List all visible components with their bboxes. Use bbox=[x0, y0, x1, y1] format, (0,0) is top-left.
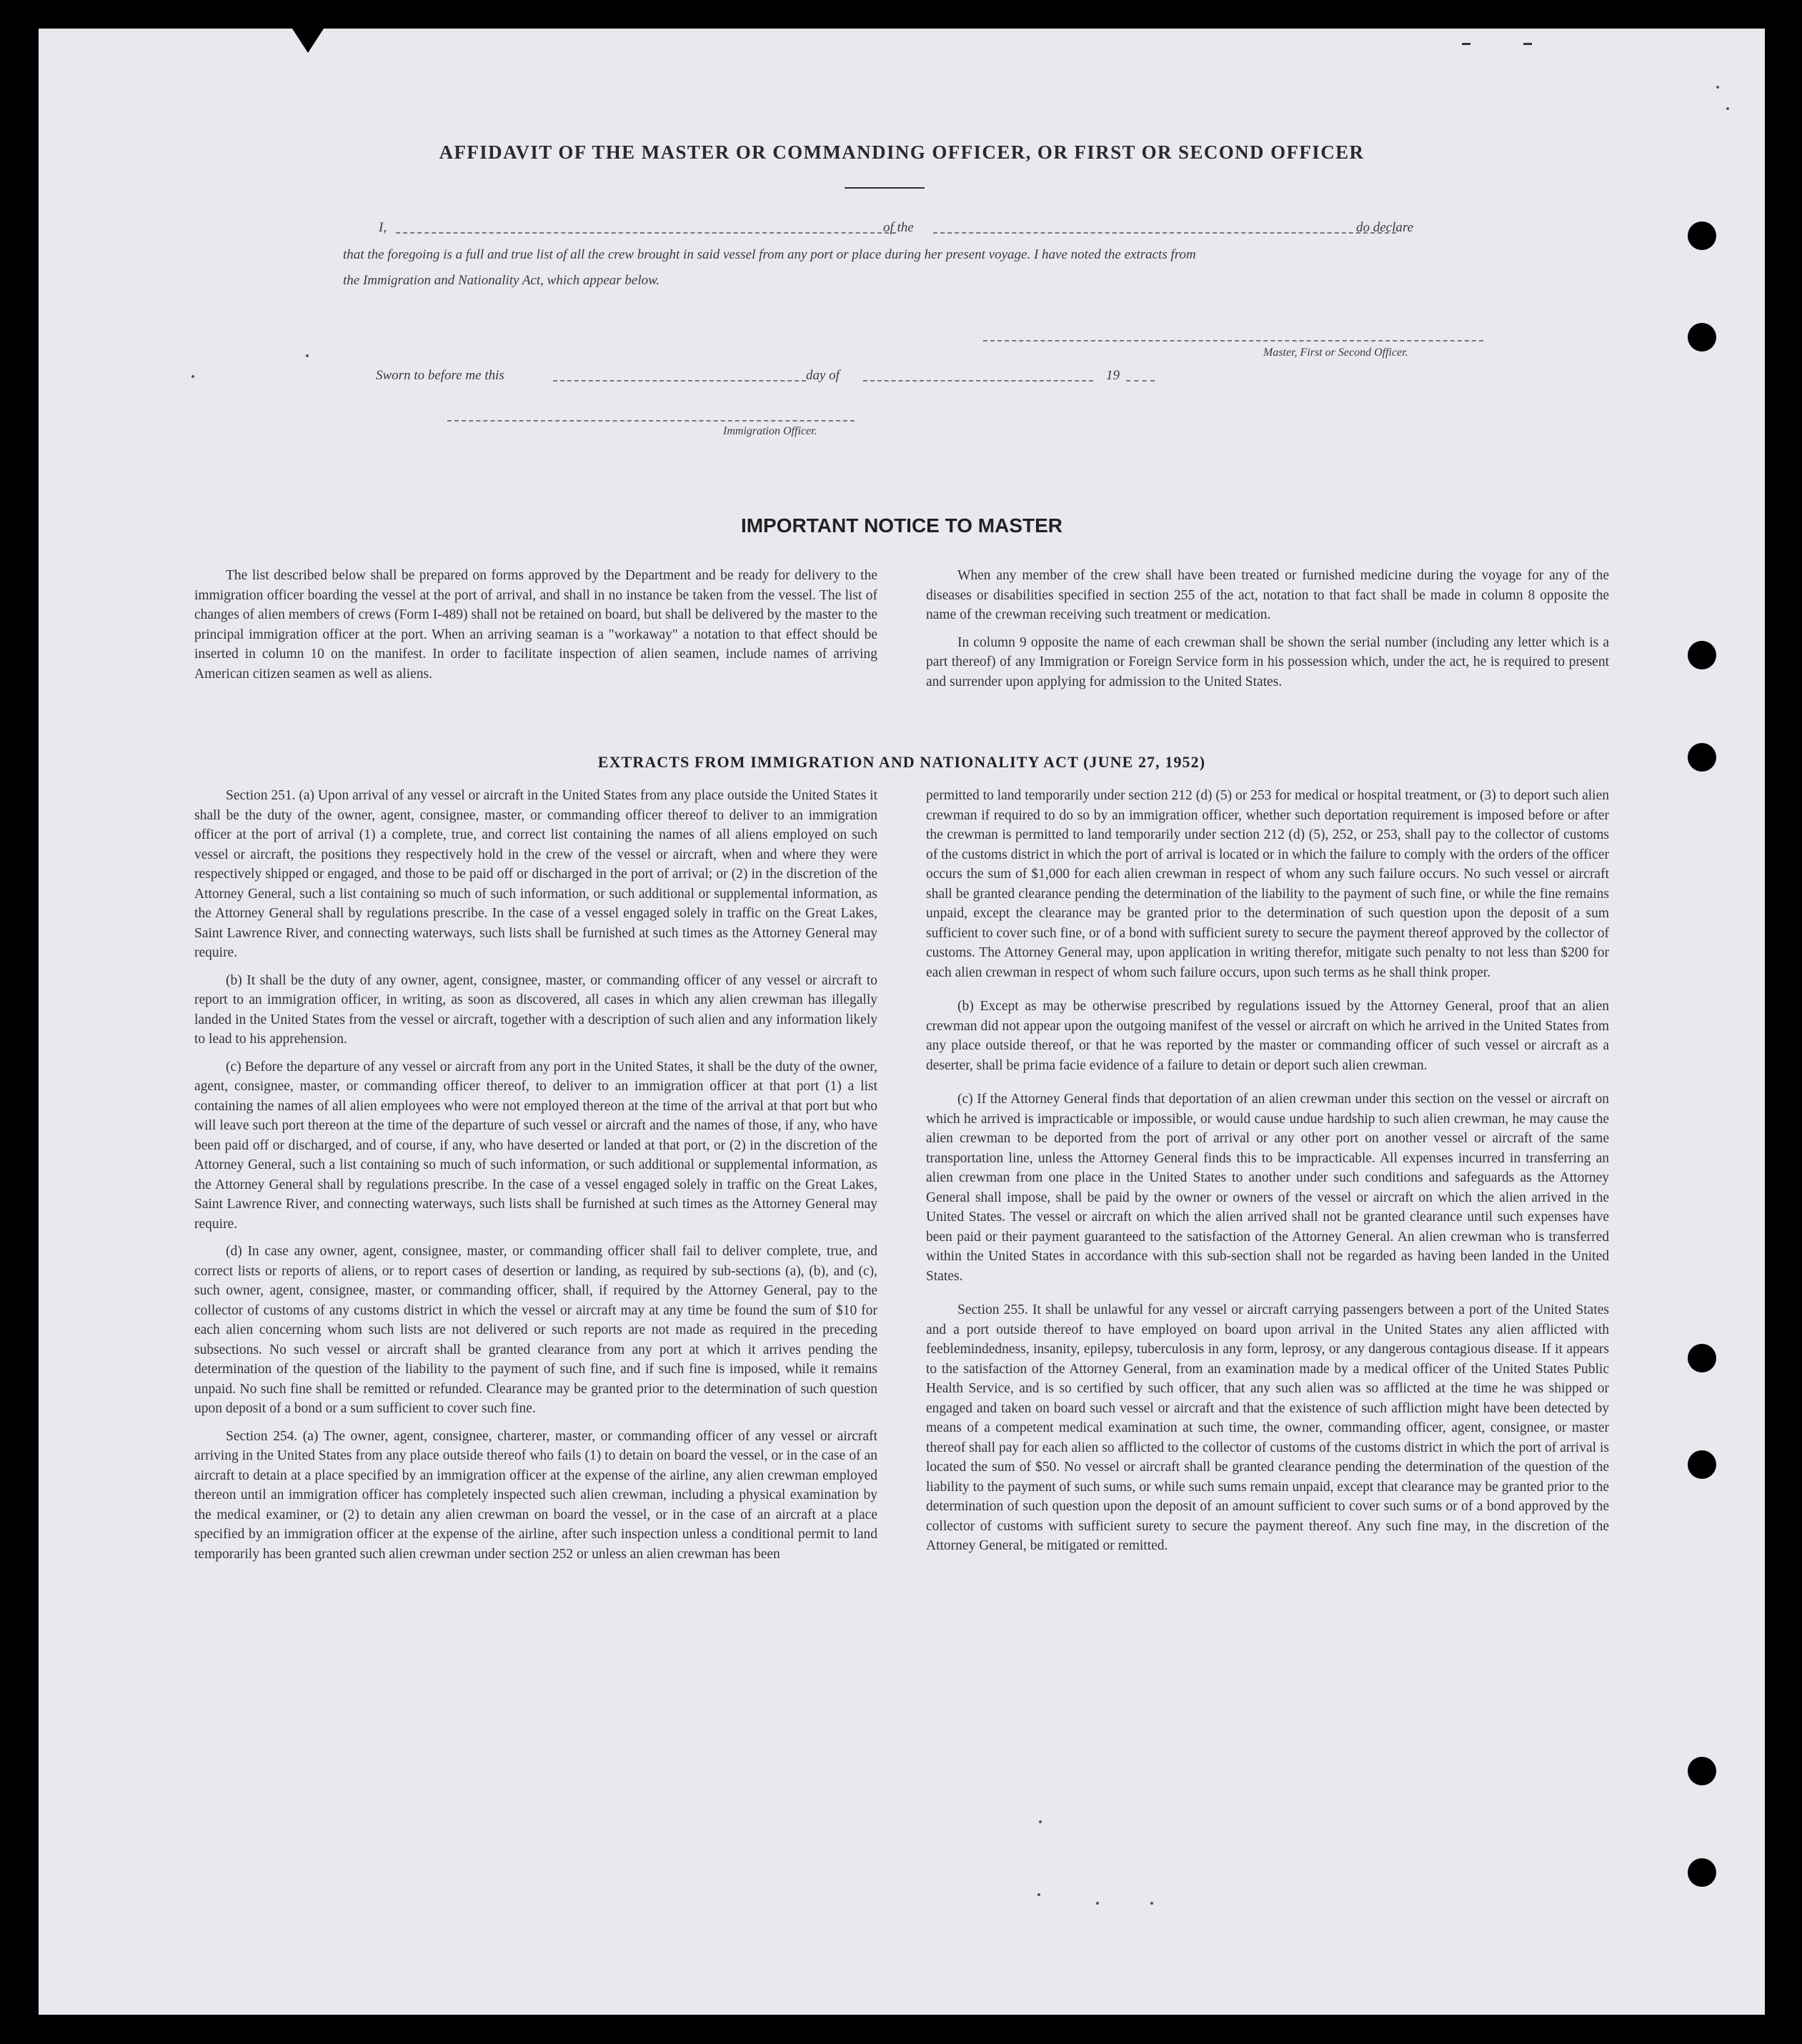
section-251b: (b) It shall be the duty of any owner, agent, consignee, master, or commanding officer of any vessel or aircraft to report to an immigration officer, in writing, as soon as discovered, all cases in which any alien crewman has illegally landed in the United States from the vessel or aircraft, together with a description of such alien and any information likely to lead to his apprehension. bbox=[194, 972, 877, 1047]
scan-speck bbox=[1716, 86, 1719, 89]
extracts-title: EXTRACTS FROM IMMIGRATION AND NATIONALITY ACT (JUNE 27, 1952) bbox=[597, 753, 1206, 771]
section-251a: Section 251. (a) Upon arrival of any vessel or aircraft in the United States from any place outside the United States it shall be the duty of the owner, agent, consignee, master, or commanding officer thereof to deliver to an immigration officer at the port of arrival (1) a complete, true, and correct list containing the names of all aliens employed on such vessel or aircraft, the positions they respectively hold in the crew of the vessel or aircraft, when and where they were respectively shipped or engaged, and those to be paid off or discharged in the port of arrival; or (2) in the discretion of the Attorney General, such a list containing so much of such information, or such additional or supplemental information, as the Attorney General shall by regulations prescribe. In the case of a vessel engaged solely in traffic on the Great Lakes, Saint Lawrence River, and connecting waterways, such lists shall be furnished at such times as the Attorney General may require. bbox=[194, 788, 877, 960]
page-notch bbox=[292, 29, 324, 53]
notice-right-column bbox=[926, 566, 1609, 699]
scan-speck bbox=[306, 354, 309, 357]
sworn-month-line[interactable] bbox=[863, 380, 1093, 382]
scan-speck bbox=[1726, 107, 1729, 110]
scan-speck bbox=[1039, 1820, 1042, 1823]
binder-hole bbox=[1688, 1757, 1716, 1785]
of-the-label: of the bbox=[883, 220, 914, 235]
scan-mark bbox=[1523, 43, 1532, 45]
section-254a-start: Section 254. (a) The owner, agent, consignee, charterer, master, or commanding officer of any vessel or aircraft arriving in the United States from any place outside thereof who fails (1) to detain on board the vessel, or in the case of an aircraft to detain at a place specified by an immigration officer at the expense of the airline, any alien crewman employed thereon until an immigration officer has completely inspected such alien crewman, including a physical examination by the medical examiner, or (2) to detain any alien crewman on board the vessel, or in the case of an aircraft at a place specified by an immigration officer at the expense of the airline, after such inspection unless a conditional permit to land temporarily has been granted such alien crewman under section 252 or unless an alien crewman has been bbox=[194, 1428, 877, 1562]
extracts-left-column bbox=[194, 786, 877, 1572]
notice-left-column bbox=[194, 566, 877, 692]
day-of-label: day of bbox=[806, 368, 840, 383]
sworn-label: Sworn to before me this bbox=[376, 368, 504, 383]
sworn-year-line[interactable] bbox=[1126, 380, 1155, 382]
scan-speck bbox=[1150, 1902, 1153, 1905]
scan-speck bbox=[191, 375, 194, 378]
scan-speck bbox=[1037, 1893, 1040, 1896]
section-255: Section 255. It shall be unlawful for any vessel or aircraft carrying passengers between a port of the United States and a port outside thereof to have employed on board upon arrival in the United States any alien afflicted with feeblemindedness, insanity, epilepsy, tuberculosis in any form, leprosy, or any dangerous contagious disease. If it appears to the satisfaction of the Attorney General, from an examination made by a medical officer of the United States Public Health Service, and is so certified by such officer, that any such alien was so afflicted at the time he was shipped or engaged and taken on board such vessel or aircraft and that the existence of such affliction might have been detected by means of a competent medical examination at such time, the owner, commanding officer, agent, consignee, or master thereof shall pay for each alien so afflicted to the collector of customs of the customs district in which the port of arrival is located the sum of $50. No vessel or aircraft shall be granted clearance pending the determination of the question of the liability to the payment of such sums, or while such sums remain unpaid, except that clearance may be granted prior to the determination of such question upon the deposit of an amount sufficient to cover such sums or of a bond approved by the collector of customs with sufficient surety to secure the payment thereof. Any such fine may, in the discretion of the Attorney General, be mitigated or remitted. bbox=[926, 1302, 1609, 1553]
binder-hole bbox=[1688, 323, 1716, 352]
notice-right-paragraph-2: In column 9 opposite the name of each crewman shall be shown the serial number (including any letter which is a part thereof) of any Immigration or Foreign Service form in his possession which, under the act, he is required to present and surrender upon applying for admission to the United States. bbox=[926, 634, 1609, 689]
section-251d: (d) In case any owner, agent, consignee, master, or commanding officer shall fail to deliver complete, true, and correct lists or reports of aliens, or to report cases of desertion or landing, as required by sub-sections (a), (b), and (c), such owner, agent, consignee, master, or commanding officer, shall, if required by the Attorney General, pay to the collector of customs of any customs district in which the vessel or aircraft may at any time be found the sum of $10 for each alien concerning whom such lists are not delivered or such reports are not made as required in the preceding subsections. No such vessel or aircraft shall be granted clearance from any port at which it arrives pending the determination of the question of the liability to the payment of such fine, and if such fine is imposed, while it remains unpaid. No such fine shall be remitted or refunded. Clearance may be granted prior to the determination of such question upon deposit of a bond or a sum sufficient to cover such fine. bbox=[194, 1244, 877, 1416]
sworn-day-line[interactable] bbox=[553, 380, 806, 382]
section-251c: (c) Before the departure of any vessel or aircraft from any port in the United States, it shall be the duty of the owner, agent, consignee, master, or commanding officer thereof, to deliver to an immigration officer at that port (1) a list containing the names of all alien employees who were not employed thereon at the time of the arrival at that port but who will leave such port thereon at the time of the departure of such vessel or aircraft and the names of those, if any, who have been paid off or discharged, and of course, if any, who have deserted or landed at that port, or (2) in the discretion of the Attorney General, such a list containing so much of such information, or such additional or supplemental information, as the Attorney General shall by regulations prescribe. In the case of a vessel engaged solely in traffic on the Great Lakes, Saint Lawrence River, and connecting waterways, such lists shall be furnished at such times as the Attorney General may require. bbox=[194, 1059, 877, 1232]
notice-title: IMPORTANT NOTICE TO MASTER bbox=[740, 514, 1063, 537]
document-page bbox=[39, 29, 1765, 2015]
statement-line-1: that the foregoing is a full and true list of all the crew brought in said vessel from any port or place during her present voyage. I have noted the extracts from bbox=[343, 247, 1196, 262]
statement-line-2: the Immigration and Nationality Act, which appear below. bbox=[343, 273, 660, 288]
master-label: Master, First or Second Officer. bbox=[1263, 347, 1408, 359]
declare-label: do declare bbox=[1356, 220, 1414, 235]
name-line[interactable] bbox=[396, 232, 896, 234]
scan-speck bbox=[1096, 1902, 1099, 1905]
notice-right-paragraph-1: When any member of the crew shall have been treated or furnished medicine during the voyage for any of the diseases or disabilities specified in section 255 of the act, notation to that fact shall be made in column 8 opposite the name of the crewman receiving such treatment or medication. bbox=[926, 568, 1609, 622]
section-254a-continued: permitted to land temporarily under section 212 (d) (5) or 253 for medical or hospital treatment, or (3) to deport such alien crewman if required to do so by an immigration officer, whether such deportation requirement is imposed before or after the crewman is permitted to land temporarily under section 212 (d) (5), 252, or 253, shall pay to the collector of customs of the customs district in which the port of arrival is located or in which the failure to comply with the orders of the officer occurs the sum of $1,000 for each alien crewman in respect of whom any such failure occurs. No such vessel or aircraft shall be granted clearance pending the determination of the liability to the payment of such fine, or while the fine remains unpaid, except the clearance may be granted prior to the determination of such question upon the deposit of a sum sufficient to cover such fine, or of a bond with sufficient surety to secure the payment thereof approved by the collector of customs. The Attorney General may, upon application in writing therefor, mitigate such penalty to not less than $200 for each alien crewman in respect of whom such failure occurs, upon such terms as he shall think proper. bbox=[926, 788, 1609, 980]
year-label: 19 bbox=[1106, 368, 1120, 383]
officer-signature-line[interactable] bbox=[447, 420, 855, 422]
affidavit-title: AFFIDAVIT OF THE MASTER OR COMMANDING OFFICER, OR FIRST OR SECOND OFFICER bbox=[439, 141, 1365, 163]
title-rule bbox=[845, 187, 925, 189]
officer-label: Immigration Officer. bbox=[723, 425, 817, 437]
extracts-right-column bbox=[926, 786, 1609, 1564]
i-label: I, bbox=[379, 220, 387, 235]
binder-hole bbox=[1688, 221, 1716, 250]
section-254b: (b) Except as may be otherwise prescribed by regulations issued by the Attorney General, proof that an alien crewman did not appear upon the outgoing manifest of the vessel or aircraft on which he arrived in the United States from any place outside thereof, or that he was reported by the master or commanding officer of such vessel or aircraft as a deserter, shall be prima facie evidence of a failure to detain or deport such alien crewman. bbox=[926, 999, 1609, 1073]
notice-left-paragraph: The list described below shall be prepared on forms approved by the Department and be ready for delivery to the immigration officer boarding the vessel at the port of arrival, and shall in no instance be taken from the vessel. The list of changes of alien members of crews (Form I-489) shall not be retained on board, but shall be delivered by the master to the principal immigration officer at the port. When an arriving seaman is a "workaway" a notation to that effect should be inserted in column 10 on the manifest. In order to facilitate inspection of alien seamen, include names of arriving American citizen seamen as well as aliens. bbox=[194, 568, 877, 682]
binder-hole bbox=[1688, 1450, 1716, 1479]
scan-mark bbox=[1462, 43, 1470, 45]
binder-hole bbox=[1688, 1344, 1716, 1372]
section-254c: (c) If the Attorney General finds that deportation of an alien crewman under this section on the vessel or aircraft on which he arrived is impracticable or impossible, or would cause undue hardship to such alien crewman, he may cause the alien crewman to be deported from the port of arrival or any other port on another vessel or aircraft of the same transportation line, unless the Attorney General finds this to be impracticable. All expenses incurred in transferring an alien crewman from one place in the United States to another under such conditions and safeguards as the Attorney General shall impose, shall be paid by the owner or owners of the vessel or aircraft on which the alien arrived in the United States. The vessel or aircraft on which the alien arrived shall not be granted clearance until such expenses have been paid or their payment guaranteed to the satisfaction of the Attorney General. An alien crewman who is transferred within the United States in accordance with this sub-section shall not be regarded as having been landed in the United States. bbox=[926, 1092, 1609, 1284]
master-signature-line[interactable] bbox=[983, 340, 1483, 342]
vessel-line[interactable] bbox=[933, 232, 1396, 234]
binder-hole bbox=[1688, 641, 1716, 669]
binder-hole bbox=[1688, 1858, 1716, 1887]
